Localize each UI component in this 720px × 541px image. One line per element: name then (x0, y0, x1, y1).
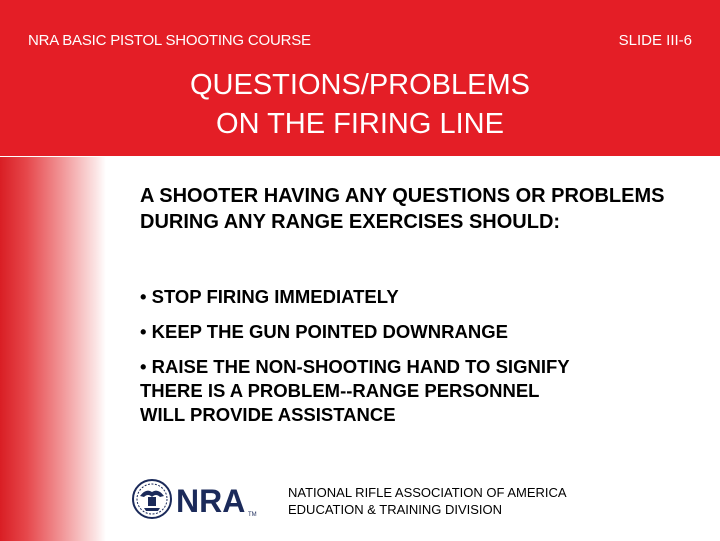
bullet-stop-firing: • STOP FIRING IMMEDIATELY (140, 286, 399, 307)
bullet-keep-gun-downrange: • KEEP THE GUN POINTED DOWNRANGE (140, 321, 508, 342)
nra-trademark: TM (248, 512, 257, 518)
bullet-raise-hand: • RAISE THE NON-SHOOTING HAND TO SIGNIFY THERE IS A PROBLEM--RANGE PERSONNEL WILL PROVIDE ASSISTANCE (140, 356, 570, 425)
decorative-side-bar (0, 156, 106, 541)
nra-seal-icon (130, 478, 260, 520)
slide-title (0, 66, 720, 144)
organization-line-2: EDUCATION & TRAINING DIVISION (288, 502, 503, 517)
slide-header (0, 0, 720, 156)
slide-number: SLIDE III-6 (618, 32, 692, 49)
bullet-list (140, 285, 700, 438)
organization-line-1: NATIONAL RIFLE ASSOCIATION OF AMERICA (288, 485, 567, 500)
nra-logo-text: NRA (176, 483, 246, 519)
nra-logo (130, 478, 260, 520)
organization-name (288, 484, 567, 518)
slide-body (140, 183, 700, 425)
course-title: NRA BASIC PISTOL SHOOTING COURSE (28, 32, 311, 49)
slide-title-line-2: ON THE FIRING LINE (216, 108, 504, 140)
slide-title-line-1: QUESTIONS/PROBLEMS (189, 69, 530, 101)
intro-text: A SHOOTER HAVING ANY QUESTIONS OR PROBLEMS DURING ANY RANGE EXERCISES SHOULD: (140, 185, 665, 233)
